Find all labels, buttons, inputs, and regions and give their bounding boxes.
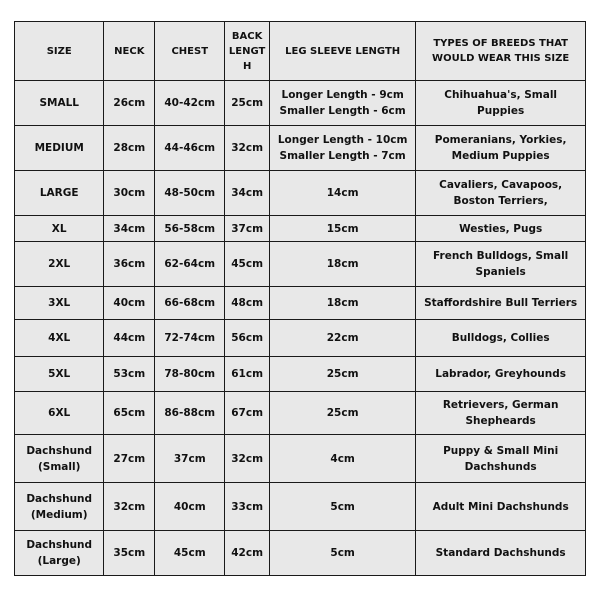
breed-types-cell-text: Spaniels [475, 266, 526, 278]
neck-cell [104, 435, 155, 483]
chest-cell-text: 45cm [173, 547, 206, 559]
size-cell-text: (Large) [37, 555, 81, 567]
leg-sleeve-cell-text: 25cm [326, 407, 359, 419]
size-cell-text: MEDIUM [34, 142, 84, 154]
neck-cell-text: 40cm [113, 297, 146, 309]
chest-cell-text: 78-80cm [164, 368, 216, 380]
leg-sleeve-cell [270, 81, 416, 126]
back-length-cell [225, 435, 270, 483]
chest-cell [155, 531, 225, 576]
table-row [15, 287, 586, 320]
table-row [15, 216, 586, 242]
size-cell-text: Dachshund [26, 444, 93, 457]
size-cell-text: LARGE [39, 187, 79, 199]
chest-cell-text: 72-74cm [164, 332, 216, 344]
size-rows [15, 81, 586, 576]
size-cell-text: 6XL [48, 407, 71, 419]
chest-cell [155, 357, 225, 392]
chest-cell-text: 44-46cm [164, 142, 216, 154]
breed-types-cell-text: Medium Puppies [451, 150, 550, 162]
header-breed-types [416, 22, 586, 81]
header-types-line-1: TYPES OF BREEDS THAT [433, 38, 568, 49]
back-length-cell [225, 216, 270, 242]
back-length-cell-text: 32cm [231, 142, 264, 154]
leg-sleeve-cell-text: 22cm [326, 332, 359, 344]
size-cell [15, 171, 104, 216]
leg-sleeve-cell-text: Longer Length - 10cm [277, 134, 408, 146]
chest-cell [155, 171, 225, 216]
breed-types-cell-text: Pomeranians, Yorkies, [434, 134, 567, 146]
size-cell [15, 531, 104, 576]
header-back-length [225, 22, 270, 81]
neck-cell [104, 320, 155, 357]
back-length-cell-text: 48cm [231, 297, 264, 309]
breed-types-cell-text: Bulldogs, Collies [451, 332, 550, 344]
chest-cell [155, 483, 225, 531]
neck-cell-text: 30cm [113, 187, 146, 199]
neck-cell [104, 171, 155, 216]
table-row [15, 126, 586, 171]
size-chart [14, 21, 586, 576]
header-row [15, 22, 586, 81]
back-length-cell [225, 357, 270, 392]
breed-types-cell [416, 81, 586, 126]
breed-types-cell [416, 392, 586, 435]
neck-cell [104, 216, 155, 242]
leg-sleeve-cell-text: 15cm [326, 222, 359, 235]
table-row [15, 357, 586, 392]
breed-types-cell-text: Puppy & Small Mini [443, 444, 559, 457]
chest-cell [155, 216, 225, 242]
back-length-cell-text: 67cm [231, 407, 264, 419]
breed-types-cell [416, 435, 586, 483]
size-cell-text: Dachshund [26, 539, 93, 551]
chest-cell [155, 81, 225, 126]
back-length-cell-text: 32cm [231, 452, 264, 465]
header-back-line-3: H [242, 60, 252, 72]
leg-sleeve-cell-text: 25cm [326, 368, 359, 380]
breed-types-cell [416, 126, 586, 171]
table-row [15, 81, 586, 126]
neck-cell [104, 357, 155, 392]
back-length-cell [225, 81, 270, 126]
neck-cell-text: 35cm [113, 547, 146, 559]
leg-sleeve-cell-text: 18cm [326, 258, 359, 270]
table-row [15, 531, 586, 576]
size-cell-text: (Medium) [30, 508, 88, 521]
back-length-cell-text: 45cm [231, 258, 264, 270]
chest-cell-text: 56-58cm [164, 222, 216, 235]
breed-types-cell-text: Puppies [477, 105, 525, 117]
leg-sleeve-cell [270, 320, 416, 357]
chest-cell-text: 40-42cm [164, 97, 216, 109]
breed-types-cell-text: Shepheards [465, 415, 536, 427]
breed-types-cell [416, 320, 586, 357]
neck-cell-text: 27cm [113, 452, 146, 465]
breed-types-cell-text: Staffordshire Bull Terriers [424, 297, 578, 309]
table-row [15, 242, 586, 287]
back-length-cell [225, 483, 270, 531]
size-cell-text: XL [51, 222, 67, 235]
chest-cell [155, 287, 225, 320]
table-row [15, 483, 586, 531]
back-length-cell-text: 34cm [231, 187, 264, 199]
leg-sleeve-cell [270, 531, 416, 576]
size-chart-table [14, 21, 586, 576]
back-length-cell-text: 37cm [231, 222, 264, 235]
header-back-line-2: LENGT [228, 45, 266, 57]
breed-types-cell [416, 483, 586, 531]
size-cell [15, 357, 104, 392]
breed-types-cell-text: Labrador, Greyhounds [435, 368, 567, 380]
back-length-cell [225, 320, 270, 357]
back-length-cell-text: 33cm [231, 500, 264, 513]
leg-sleeve-cell [270, 171, 416, 216]
neck-cell-text: 36cm [113, 258, 146, 270]
neck-cell-text: 34cm [113, 222, 146, 235]
leg-sleeve-cell [270, 287, 416, 320]
header-leg-sleeve-length: LEG SLEEVE LENGTH [270, 22, 416, 81]
back-length-cell [225, 531, 270, 576]
size-cell [15, 287, 104, 320]
back-length-cell-text: 56cm [231, 332, 264, 344]
leg-sleeve-cell [270, 435, 416, 483]
size-cell-text: 3XL [48, 297, 71, 309]
back-length-cell-text: 25cm [231, 97, 264, 109]
breed-types-cell-text: Westies, Pugs [459, 222, 543, 235]
table-row [15, 435, 586, 483]
breed-types-cell [416, 171, 586, 216]
breed-types-cell [416, 216, 586, 242]
header-back-line-1: BACK [231, 30, 263, 42]
neck-cell-text: 65cm [113, 407, 146, 419]
back-length-cell [225, 126, 270, 171]
breed-types-cell-text: Chihuahua's, Small [444, 89, 558, 101]
size-cell [15, 392, 104, 435]
chest-cell [155, 320, 225, 357]
size-cell-text: 2XL [48, 258, 71, 270]
neck-cell [104, 81, 155, 126]
neck-cell-text: 28cm [113, 142, 146, 154]
neck-cell-text: 53cm [113, 368, 146, 380]
breed-types-cell [416, 242, 586, 287]
chest-cell [155, 242, 225, 287]
size-cell [15, 81, 104, 126]
size-cell [15, 320, 104, 357]
chest-cell-text: 62-64cm [164, 258, 216, 270]
chest-cell [155, 392, 225, 435]
breed-types-cell [416, 531, 586, 576]
breed-types-cell [416, 287, 586, 320]
leg-sleeve-cell-text: 18cm [326, 297, 359, 309]
header-chest: CHEST [155, 22, 225, 81]
back-length-cell [225, 242, 270, 287]
breed-types-cell-text: Boston Terriers, [453, 195, 548, 207]
size-cell [15, 126, 104, 171]
leg-sleeve-cell [270, 216, 416, 242]
size-cell [15, 216, 104, 242]
breed-types-cell [416, 357, 586, 392]
neck-cell [104, 392, 155, 435]
leg-sleeve-cell-text: Longer Length - 9cm [281, 89, 404, 101]
back-length-cell [225, 287, 270, 320]
table-row [15, 171, 586, 216]
leg-sleeve-cell-text: 5cm [330, 547, 355, 559]
neck-cell [104, 483, 155, 531]
chest-cell-text: 40cm [173, 500, 206, 513]
header-types-line-2: WOULD WEAR THIS SIZE [432, 53, 570, 64]
size-cell [15, 435, 104, 483]
back-length-cell [225, 171, 270, 216]
size-cell-text: (Small) [38, 460, 81, 473]
table-row [15, 320, 586, 357]
table-row [15, 392, 586, 435]
leg-sleeve-cell [270, 242, 416, 287]
breed-types-cell-text: French Bulldogs, Small [433, 250, 569, 262]
breed-types-cell-text: Dachshunds [464, 460, 537, 473]
chest-cell [155, 126, 225, 171]
neck-cell [104, 287, 155, 320]
leg-sleeve-cell-text: 4cm [330, 452, 355, 465]
neck-cell [104, 531, 155, 576]
size-cell-text: Dachshund [26, 492, 93, 505]
size-cell-text: 4XL [48, 332, 71, 344]
chest-cell-text: 86-88cm [164, 407, 216, 419]
neck-cell-text: 44cm [113, 332, 146, 344]
leg-sleeve-cell [270, 392, 416, 435]
back-length-cell-text: 61cm [231, 368, 264, 380]
size-cell [15, 242, 104, 287]
size-cell-text: SMALL [39, 97, 79, 109]
size-cell-text: 5XL [48, 368, 71, 380]
leg-sleeve-cell [270, 126, 416, 171]
leg-sleeve-cell-text: Smaller Length - 6cm [279, 105, 406, 117]
size-cell [15, 483, 104, 531]
chest-cell-text: 48-50cm [164, 187, 216, 199]
header-neck: NECK [104, 22, 155, 81]
leg-sleeve-cell-text: 5cm [330, 500, 355, 513]
leg-sleeve-cell-text: Smaller Length - 7cm [279, 150, 406, 162]
neck-cell [104, 242, 155, 287]
neck-cell [104, 126, 155, 171]
leg-sleeve-cell [270, 483, 416, 531]
leg-sleeve-cell-text: 14cm [326, 187, 359, 199]
header-size: SIZE [15, 22, 104, 81]
back-length-cell [225, 392, 270, 435]
breed-types-cell-text: Standard Dachshunds [435, 547, 566, 559]
breed-types-cell-text: Cavaliers, Cavapoos, [439, 179, 563, 191]
breed-types-cell-text: Retrievers, German [442, 399, 559, 411]
back-length-cell-text: 42cm [231, 547, 264, 559]
chest-cell [155, 435, 225, 483]
breed-types-cell-text: Adult Mini Dachshunds [432, 500, 569, 513]
chest-cell-text: 66-68cm [164, 297, 216, 309]
leg-sleeve-cell [270, 357, 416, 392]
neck-cell-text: 32cm [113, 500, 146, 513]
neck-cell-text: 26cm [113, 97, 146, 109]
chest-cell-text: 37cm [173, 452, 206, 465]
